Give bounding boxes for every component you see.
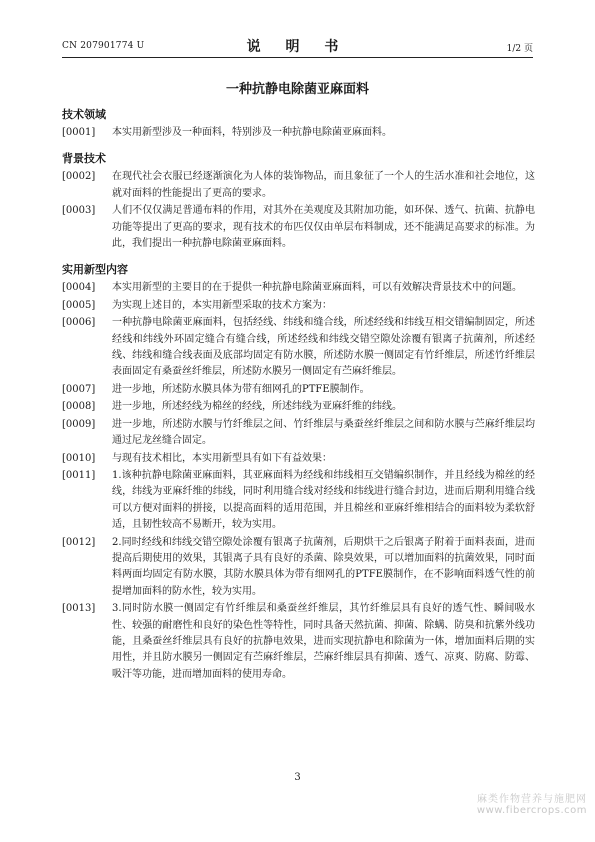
section-heading: 背景技术 <box>62 152 106 166</box>
paragraph-text: 与现有技术相比，本实用新型具有如下有益效果： <box>112 452 332 464</box>
paragraph-number: [0009] <box>62 418 96 430</box>
document-type: 说 明 书 <box>246 39 349 55</box>
paragraph-text: 本实用新型涉及一种面料，特别涉及一种抗静电除菌亚麻面料。 <box>112 127 392 138</box>
paragraph-number: [0010] <box>62 452 96 464</box>
paragraph <box>62 125 535 141</box>
paragraph-number: [0001] <box>62 127 96 138</box>
paragraph-text: 人们不仅仅满足普通布料的作用，对其外在美观度及其附加功能，如环保、透气、抗菌、抗静电功能等提出了更高的要求，现有技术的布匹仅仅由单层布料制成，还不能满足高要求的标准。为此，我们提出一种抗静电除菌亚麻面料。 <box>112 205 535 250</box>
document-body <box>62 107 535 684</box>
paragraph <box>62 399 535 415</box>
paragraph-number: [0013] <box>62 603 96 615</box>
page-number: 3 <box>294 772 301 783</box>
watermark-site-name: 麻类作物营养与施肥网 <box>477 794 587 805</box>
paragraph-text: 1.该种抗静电除菌亚麻面料，其亚麻面料为经线和纬线相互交错编织制作，并且经线为棉丝的经线，纬线为亚麻纤维的纬线，同时利用缝合线对经线和纬线进行缝合封边，进而后期利用缝合线可以方便对面料的拼接，以提高面料的适用范围，并且棉丝和亚麻纤维相结合的面料较为柔软舒适，且韧性较高不易断开，较为实用。 <box>112 469 535 531</box>
paragraph <box>62 417 535 450</box>
paragraph-text: 在现代社会衣服已经逐渐演化为人体的装饰物品，而且象征了一个人的生活水准和社会地位，这就对面料的性能提出了更高的要求。 <box>112 171 535 199</box>
paragraph-number: [0003] <box>62 205 96 217</box>
paragraph-text: 一种抗静电除菌亚麻面料，包括经线、纬线和缝合线，所述经线和纬线互相交错编制固定，所述经线和纬线外环固定缝合有缝合线，所述经线和纬线交错空隙处涂覆有银离子抗菌剂，所述经线、纬线和缝合线表面及底部均固定有防水膜，所述防水膜一侧固定有竹纤维层，所述竹纤维层表面固定有桑蚕丝纤维层，所述防水膜另一侧固定有苎麻纤维层。 <box>112 317 535 378</box>
paragraph <box>62 280 535 296</box>
paragraph-number: [0004] <box>62 282 96 294</box>
paragraph-text: 进一步地，所述防水膜与竹纤维层之间、竹纤维层与桑蚕丝纤维层之间和防水膜与苎麻纤维层均通过尼龙丝缝合固定。 <box>112 418 535 447</box>
document-title: 一种抗静电除菌亚麻面料 <box>225 82 369 97</box>
paragraph-text: 本实用新型的主要目的在于提供一种抗静电除菌亚麻面料，可以有效解决背景技术中的问题。 <box>112 282 522 294</box>
paragraph <box>62 535 535 601</box>
paragraph <box>62 315 535 381</box>
paragraph-text: 3.同时防水膜一侧固定有竹纤维层和桑蚕丝纤维层，其竹纤维层具有良好的透气性、瞬间吸水性、较强的耐磨性和良好的染色性等特性，同时具备天然抗菌、抑菌、除螨、防臭和抗紫外线功能，且桑蚕丝纤维层具有良好的抗静电效果，进而实现抗静电和除菌为一体，增加面料后期的实用性，并且防水膜另一侧固定有苎麻纤维层，苎麻纤维层具有抑菌、透气、凉爽、防腐、防霉、吸汗等功能，进而增加面料的使用寿命。 <box>112 603 535 680</box>
watermark-url: www.fibercrops.com <box>476 805 587 816</box>
paragraph-text: 2.同时经线和纬线交错空隙处涂覆有银离子抗菌剂，后期烘干之后银离子附着于面料表面，进而提高后期使用的效果，其银离子具有良好的杀菌、除臭效果，可以增加面料的抗菌效果，同时面料两面均固定有防水膜，其防水膜具体为带有细网孔的PTFE膜制作，在不影响面料透气性的前提增加面料的防水性，较为实用。 <box>112 536 535 597</box>
paragraph <box>62 601 535 683</box>
section-heading: 技术领域 <box>62 108 106 121</box>
paragraph-text: 进一步地，所述经线为棉丝的经线，所述纬线为亚麻纤维的纬线。 <box>112 401 402 413</box>
paragraph-text: 进一步地，所述防水膜具体为带有细网孔的PTFE膜制作。 <box>112 383 370 395</box>
paragraph-number: [0005] <box>62 299 96 311</box>
paragraph-number: [0002] <box>62 171 96 183</box>
paragraph-number: [0011] <box>62 469 96 481</box>
paragraph <box>62 203 535 252</box>
paragraph <box>62 382 535 398</box>
patent-number: CN 207901774 U <box>62 41 145 51</box>
paragraph-number: [0006] <box>62 317 96 329</box>
page-header <box>62 36 533 56</box>
section-heading: 实用新型内容 <box>62 263 128 277</box>
paragraph-number: [0012] <box>62 536 96 548</box>
paragraph <box>62 451 535 467</box>
paragraph-number: [0008] <box>62 401 96 413</box>
page-count: 1/2 页 <box>506 44 533 54</box>
site-watermark <box>477 790 587 816</box>
paragraph <box>62 468 535 534</box>
paragraph-text: 为实现上述目的，本实用新型采取的技术方案为： <box>112 299 332 311</box>
paragraph <box>62 298 535 314</box>
paragraph-number: [0007] <box>62 383 96 395</box>
header-rule <box>62 57 533 58</box>
paragraph <box>62 169 535 202</box>
